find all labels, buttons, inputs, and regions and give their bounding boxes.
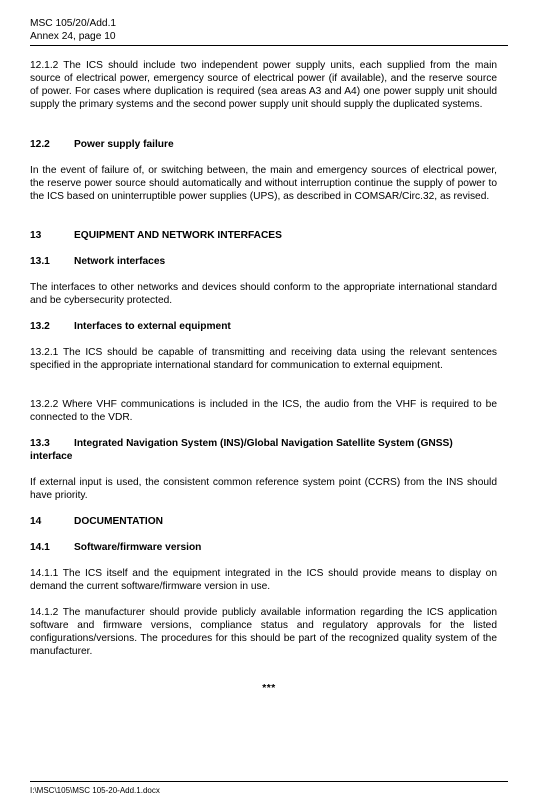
footer-file-path: I:\MSC\105\MSC 105-20-Add.1.docx [30,786,160,795]
heading-number: 13.3 [30,438,50,449]
heading-title: EQUIPMENT AND NETWORK INTERFACES [74,230,282,241]
page-header [30,17,116,43]
heading-13-2 [30,320,497,333]
paragraph-12-1-2: 12.1.2 The ICS should include two independent power supply units, each supplied from the main source of electrical power, emergency source of electrical power (if available), and the reserve source of power. For cases where duplication is required (sea areas A3 and A4) one power supply unit should supply the primary systems and the second power supply unit should supply the duplicated systems. [30,60,497,110]
end-of-document-mark: *** [262,683,276,694]
heading-title: Integrated Navigation System (INS)/Global Navigation Satellite System (GNSS) interface [30,438,453,462]
paragraph-13-1: The interfaces to other networks and devices should conform to the appropriate international standard and be cybersecurity protected. [30,282,497,306]
footer-divider [30,781,508,782]
heading-number: 14.1 [30,542,50,553]
header-divider [30,45,508,46]
heading-title: Interfaces to external equipment [74,321,231,332]
heading-13-1 [30,255,497,268]
header-annex-page: Annex 24, page 10 [30,31,116,42]
paragraph-12-2: In the event of failure of, or switching between, the main and emergency sources of electrical power, the reserve power source should automatically and without interruption continue the supply of power to the ICS based on uninterruptible power supplies (UPS), as described in COMSAR/Circ.32, as revised. [30,165,497,202]
heading-title: Network interfaces [74,256,166,267]
header-doc-ref: MSC 105/20/Add.1 [30,18,117,29]
heading-14-1 [30,541,497,554]
heading-number: 13.2 [30,321,50,332]
heading-number: 13 [30,230,42,241]
heading-12-2 [30,138,497,151]
heading-number: 12.2 [30,139,50,150]
heading-title: DOCUMENTATION [74,516,164,527]
paragraph-14-1-1: 14.1.1 The ICS itself and the equipment integrated in the ICS should provide means to display on demand the current software/firmware version in use. [30,568,497,592]
heading-number: 14 [30,516,42,527]
paragraph-13-2-1: 13.2.1 The ICS should be capable of transmitting and receiving data using the relevant sentences specified in the appropriate international standard for communication to external equipment. [30,347,497,371]
heading-title: Software/firmware version [74,542,202,553]
heading-13 [30,229,497,242]
paragraph-13-3: If external input is used, the consistent common reference system point (CCRS) from the INS should have priority. [30,477,497,501]
heading-13-3 [30,437,497,463]
heading-14 [30,515,497,528]
paragraph-13-2-2: 13.2.2 Where VHF communications is included in the ICS, the audio from the VHF is required to be connected to the VDR. [30,399,497,423]
heading-number: 13.1 [30,256,50,267]
paragraph-14-1-2: 14.1.2 The manufacturer should provide publicly available information regarding the ICS application software and firmware versions, compliance status and regulatory approvals for the listed configurations/versions. The procedures for this should be part of the recognized quality system of the manufacturer. [30,607,497,657]
heading-title: Power supply failure [74,139,174,150]
